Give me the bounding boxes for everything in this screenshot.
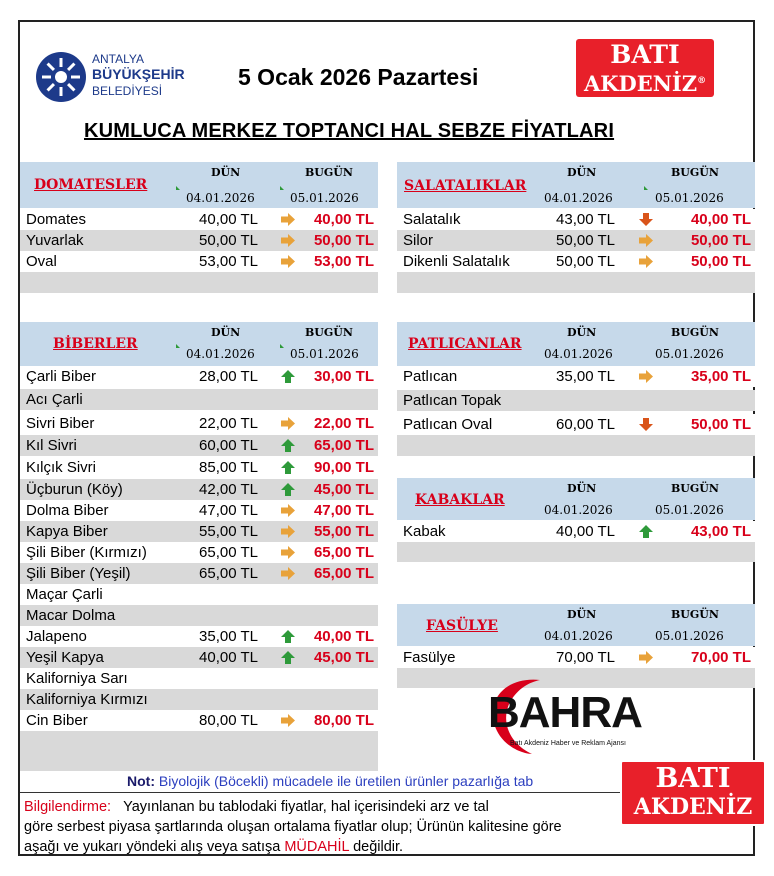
price-today: 65,00 TL	[313, 544, 374, 561]
price-today: 45,00 TL	[313, 481, 374, 498]
product-name: Cin Biber	[26, 712, 88, 729]
table-row	[397, 647, 755, 668]
product-name: Silor	[403, 232, 434, 249]
price-yesterday: 65,00 TL	[199, 565, 258, 582]
municipality-emblem-icon	[36, 52, 86, 102]
patlicanlar-bugun: BUGÜN	[671, 326, 719, 339]
price-today: 47,00 TL	[313, 502, 374, 519]
price-yesterday: 22,00 TL	[199, 415, 258, 432]
price-today: 45,00 TL	[313, 649, 374, 666]
cell-marker-icon	[176, 186, 180, 190]
arrow-down-icon	[638, 212, 654, 227]
bahra-word: BAHRA	[488, 688, 642, 737]
table-row	[20, 710, 378, 731]
bahra-tagline: Batı Akdeniz Haber ve Reklam Ajansı	[510, 740, 626, 747]
salataliklar-empty-row	[397, 272, 755, 293]
fasulye-date-new: 05.01.2026	[655, 629, 724, 643]
kabaklar-title: KABAKLAR	[415, 492, 505, 508]
price-today: 22,00 TL	[313, 415, 374, 432]
brand-line2: AKDENİZ	[583, 71, 698, 96]
arrow-right-icon	[280, 566, 296, 581]
table-row	[20, 413, 378, 434]
arrow-right-icon	[280, 233, 296, 248]
price-today: 70,00 TL	[690, 649, 751, 666]
product-name: Patlıcan	[403, 368, 458, 385]
logo-line1: ANTALYA	[92, 52, 145, 66]
info-highlight: MÜDAHİL	[284, 839, 350, 855]
salataliklar-dun: DÜN	[567, 166, 597, 179]
kabaklar-date-old: 04.01.2026	[544, 503, 613, 517]
product-name: Şili Biber (Yeşil)	[26, 565, 131, 582]
product-name: Patlıcan Oval	[403, 416, 493, 433]
price-yesterday: 40,00 TL	[556, 523, 615, 540]
price-today: 43,00 TL	[690, 523, 751, 540]
product-name: Dikenli Salatalık	[403, 253, 510, 270]
patlicanlar-empty-row	[397, 435, 755, 456]
product-name: Oval	[26, 253, 57, 270]
kabaklar-bugun: BUGÜN	[671, 482, 719, 495]
table-row	[20, 251, 378, 272]
arrow-right-icon	[638, 650, 654, 665]
salataliklar-date-new: 05.01.2026	[655, 191, 724, 205]
price-today: 55,00 TL	[313, 523, 374, 540]
price-today: 40,00 TL	[313, 211, 374, 228]
arrow-down-icon	[638, 417, 654, 432]
fasulye-bugun: BUGÜN	[671, 608, 719, 621]
arrow-right-icon	[280, 254, 296, 269]
price-today: 90,00 TL	[313, 459, 374, 476]
product-name: Kaliforniya Kırmızı	[26, 691, 148, 708]
biberler-empty-area	[20, 731, 378, 771]
info-label: Bilgilendirme:	[24, 799, 112, 815]
page-title: KUMLUCA MERKEZ TOPTANCI HAL SEBZE FİYATLARI	[84, 120, 615, 142]
biberler-date-old: 04.01.2026	[186, 347, 255, 361]
table-row	[397, 414, 755, 435]
price-yesterday: 53,00 TL	[199, 253, 258, 270]
product-name: Salatalık	[403, 211, 461, 228]
product-name: Acı Çarli	[26, 391, 83, 408]
product-name: Şili Biber (Kırmızı)	[26, 544, 147, 561]
logo-line3: BELEDİYESİ	[92, 84, 163, 98]
product-name: Yuvarlak	[26, 232, 84, 249]
salataliklar-title: SALATALIKLAR	[404, 178, 527, 194]
price-today: 50,00 TL	[690, 253, 751, 270]
fasulye-title: FASÜLYE	[426, 618, 498, 634]
table-row	[397, 390, 755, 411]
info-text1: Yayınlanan bu tablodaki fiyatlar, hal içerisindeki arz ve tal	[123, 799, 489, 815]
product-name: Çarli Biber	[26, 368, 97, 385]
table-row	[20, 668, 378, 689]
arrow-up-icon	[280, 438, 296, 453]
salataliklar-bugun: BUGÜN	[671, 166, 719, 179]
product-name: Domates	[26, 211, 87, 228]
page-date: 5 Ocak 2026 Pazartesi	[238, 64, 479, 90]
price-today: 30,00 TL	[313, 368, 374, 385]
price-today: 65,00 TL	[313, 437, 374, 454]
arrow-right-icon	[280, 524, 296, 539]
domatesler-title: DOMATESLER	[34, 177, 148, 193]
price-today: 50,00 TL	[690, 232, 751, 249]
bati-akdeniz-stamp	[620, 760, 766, 826]
table-row	[20, 584, 378, 605]
table-row	[20, 521, 378, 542]
salataliklar-date-old: 04.01.2026	[544, 191, 613, 205]
table-row	[397, 209, 755, 230]
arrow-right-icon	[280, 503, 296, 518]
biberler-title: BİBERLER	[53, 336, 138, 352]
cell-marker-icon	[280, 186, 284, 190]
price-today: 53,00 TL	[313, 253, 374, 270]
table-row	[20, 389, 378, 410]
table-row	[20, 435, 378, 456]
table-row	[397, 521, 755, 542]
table-row	[20, 209, 378, 230]
info-text3c: değildir.	[353, 839, 404, 855]
price-yesterday: 65,00 TL	[199, 544, 258, 561]
product-name: Kaliforniya Sarı	[26, 670, 128, 687]
price-yesterday: 47,00 TL	[199, 502, 258, 519]
bahra-logo	[480, 670, 660, 760]
table-row	[20, 605, 378, 626]
domatesler-date-new: 05.01.2026	[290, 191, 359, 205]
price-yesterday: 60,00 TL	[556, 416, 615, 433]
biberler-dun: DÜN	[211, 326, 241, 339]
biberler-bugun: BUGÜN	[305, 326, 353, 339]
antalya-logo	[36, 50, 186, 106]
arrow-right-icon	[638, 233, 654, 248]
registered-mark: ®	[697, 76, 707, 86]
price-yesterday: 28,00 TL	[199, 368, 258, 385]
kabaklar-date-new: 05.01.2026	[655, 503, 724, 517]
price-yesterday: 50,00 TL	[199, 232, 258, 249]
product-name: Maçar Çarli	[26, 586, 103, 603]
product-name: Dolma Biber	[26, 502, 109, 519]
arrow-right-icon	[280, 212, 296, 227]
info-text3a: aşağı ve yukarı yöndeki alış veya satışa	[24, 839, 281, 855]
product-name: Kılçık Sivri	[26, 459, 97, 476]
domatesler-bugun: BUGÜN	[305, 166, 353, 179]
product-name: Üçburun (Köy)	[26, 481, 123, 498]
fasulye-dun: DÜN	[567, 608, 597, 621]
table-row	[397, 366, 755, 387]
price-yesterday: 80,00 TL	[199, 712, 258, 729]
price-yesterday: 43,00 TL	[556, 211, 615, 228]
logo-line2: BÜYÜKŞEHİR	[92, 66, 185, 82]
price-today: 40,00 TL	[313, 628, 374, 645]
product-name: Sivri Biber	[26, 415, 95, 432]
product-name: Kapya Biber	[26, 523, 108, 540]
table-row	[20, 457, 378, 478]
patlicanlar-date-new: 05.01.2026	[655, 347, 724, 361]
domatesler-dun: DÜN	[211, 166, 241, 179]
kabaklar-empty-row	[397, 542, 755, 562]
info-text2: göre serbest piyasa şartlarında oluşan ortalama fiyatlar olup; Ürünün kalitesine göre	[24, 819, 562, 835]
product-name: Macar Dolma	[26, 607, 116, 624]
price-today: 40,00 TL	[690, 211, 751, 228]
domatesler-date-old: 04.01.2026	[186, 191, 255, 205]
table-row	[20, 647, 378, 668]
arrow-up-icon	[280, 369, 296, 384]
patlicanlar-date-old: 04.01.2026	[544, 347, 613, 361]
price-yesterday: 50,00 TL	[556, 232, 615, 249]
domatesler-empty-row	[20, 272, 378, 293]
price-today: 35,00 TL	[690, 368, 751, 385]
table-row	[20, 230, 378, 251]
cell-marker-icon	[176, 344, 180, 348]
brand-line1: BATI	[610, 40, 680, 69]
table-row	[20, 366, 378, 387]
note-label: Not:	[127, 773, 155, 789]
table-row	[397, 251, 755, 272]
table-row	[397, 230, 755, 251]
cell-marker-icon	[644, 186, 648, 190]
product-name: Kabak	[403, 523, 446, 540]
table-row	[20, 479, 378, 500]
product-name: Kıl Sivri	[26, 437, 77, 454]
kabaklar-dun: DÜN	[567, 482, 597, 495]
price-yesterday: 70,00 TL	[556, 649, 615, 666]
arrow-right-icon	[638, 369, 654, 384]
arrow-right-icon	[280, 545, 296, 560]
table-row	[20, 542, 378, 563]
stamp-line1: BATI	[655, 763, 731, 794]
biberler-date-new: 05.01.2026	[290, 347, 359, 361]
price-today: 50,00 TL	[313, 232, 374, 249]
price-yesterday: 35,00 TL	[199, 628, 258, 645]
bati-akdeniz-logo	[576, 39, 714, 97]
table-row	[20, 689, 378, 710]
product-name: Jalapeno	[26, 628, 87, 645]
product-name: Fasülye	[403, 649, 456, 666]
price-yesterday: 85,00 TL	[199, 459, 258, 476]
cell-marker-icon	[280, 344, 284, 348]
table-row	[20, 563, 378, 584]
arrow-right-icon	[280, 713, 296, 728]
arrow-up-icon	[280, 629, 296, 644]
price-yesterday: 60,00 TL	[199, 437, 258, 454]
price-today: 50,00 TL	[690, 416, 751, 433]
note-text: Biyolojik (Böcekli) mücadele ile üretilen ürünler pazarlığa tab	[158, 773, 534, 789]
table-row	[20, 626, 378, 647]
arrow-up-icon	[638, 524, 654, 539]
stamp-line2: AKDENİZ	[633, 794, 753, 820]
price-yesterday: 42,00 TL	[199, 481, 258, 498]
patlicanlar-dun: DÜN	[567, 326, 597, 339]
table-row	[20, 500, 378, 521]
product-name: Yeşil Kapya	[26, 649, 104, 666]
arrow-right-icon	[280, 416, 296, 431]
price-yesterday: 40,00 TL	[199, 211, 258, 228]
arrow-up-icon	[280, 482, 296, 497]
fasulye-date-old: 04.01.2026	[544, 629, 613, 643]
price-yesterday: 50,00 TL	[556, 253, 615, 270]
patlicanlar-title: PATLICANLAR	[408, 336, 522, 352]
note-line	[127, 773, 533, 789]
price-today: 65,00 TL	[313, 565, 374, 582]
arrow-up-icon	[280, 650, 296, 665]
arrow-right-icon	[638, 254, 654, 269]
product-name: Patlıcan Topak	[403, 392, 502, 409]
price-yesterday: 40,00 TL	[199, 649, 258, 666]
price-yesterday: 35,00 TL	[556, 368, 615, 385]
arrow-up-icon	[280, 460, 296, 475]
price-today: 80,00 TL	[313, 712, 374, 729]
price-yesterday: 55,00 TL	[199, 523, 258, 540]
